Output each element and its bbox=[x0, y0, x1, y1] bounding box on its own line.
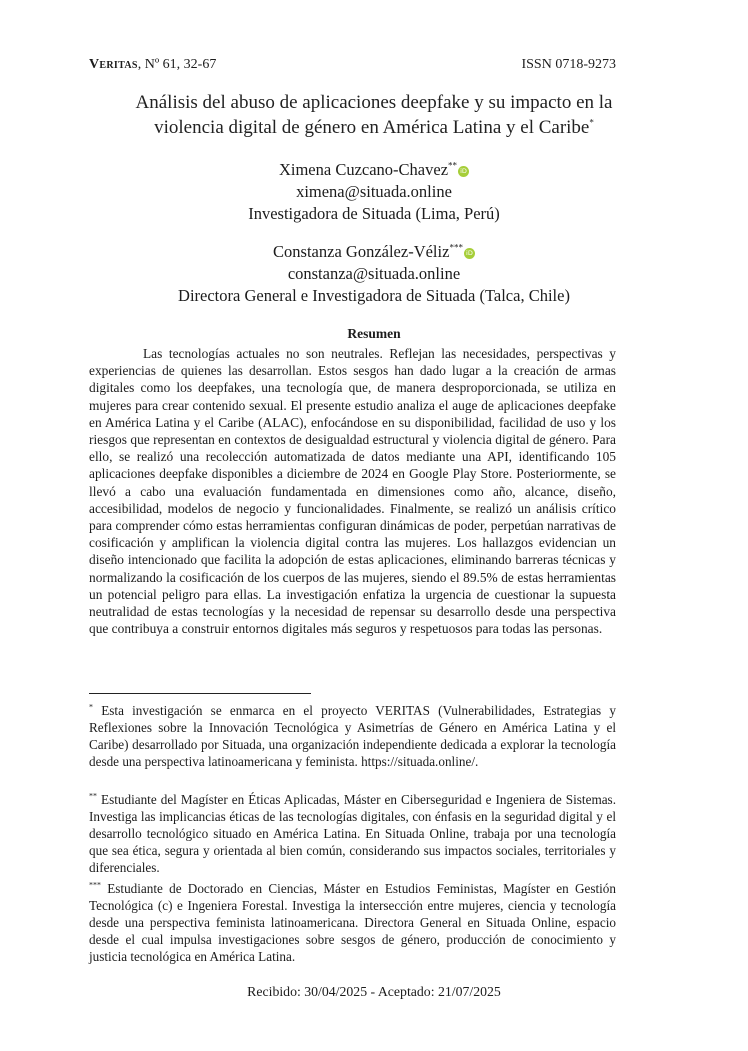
journal-name: Veritas bbox=[89, 57, 138, 72]
title-line-2-text: violencia digital de género en América Latina y el Caribe bbox=[154, 117, 590, 138]
running-header bbox=[89, 57, 616, 73]
article-title bbox=[60, 90, 688, 140]
journal-issue: , Nº 61, 32-67 bbox=[137, 57, 217, 72]
author-name: Ximena Cuzcano-Chavez bbox=[278, 160, 449, 179]
author-block-2 bbox=[0, 241, 748, 307]
footnote-text: Estudiante de Doctorado en Ciencias, Máster en Estudios Feministas, Magíster en Gestión Tecnológica (c) e Ingeniera Forestal. Investiga la intersección entre mujeres, ciencia y tecnología desde una perspectiva feminista latinoamericana. Directora General en Situada Online, espacio desde el cual impulsa investigaciones sobre sesgos de género, producción de conocimiento y justicia tecnológica en América Latina. bbox=[89, 881, 616, 965]
author-name-line bbox=[0, 241, 748, 263]
author-name: Constanza González-Véliz bbox=[273, 242, 450, 261]
footnote-1 bbox=[89, 702, 616, 770]
footnote-mark: * bbox=[89, 702, 93, 712]
author-email: constanza@situada.online bbox=[287, 264, 461, 283]
footnote-3 bbox=[89, 880, 616, 965]
author-affiliation: Directora General e Investigadora de Situada (Talca, Chile) bbox=[178, 286, 570, 305]
author-footnote-mark: *** bbox=[449, 242, 463, 253]
orcid-icon[interactable]: iD bbox=[458, 166, 469, 177]
title-line-1: Análisis del abuso de aplicaciones deepfake y su impacto en la bbox=[135, 92, 613, 113]
issn: ISSN 0718-9273 bbox=[521, 57, 616, 72]
footnote-text: Estudiante del Magíster en Éticas Aplicadas, Máster en Ciberseguridad e Ingeniera de Sistemas. Investiga las implicancias éticas de las tecnologías digitales, con énfasis en la seguridad digital y el desarrollo tecnológico situado en América Latina. En Situada Online, trabaja por una tecnología que sea ética, segura y orientada al bien común, considerando sus impactos sociales, territoriales y diferenciales. bbox=[89, 792, 616, 876]
footnote-divider bbox=[89, 693, 311, 694]
footnote-mark: ** bbox=[89, 791, 97, 801]
orcid-icon[interactable]: iD bbox=[464, 248, 475, 259]
footnote-mark: *** bbox=[89, 880, 101, 890]
title-line-2 bbox=[60, 115, 688, 140]
author-footnote-mark: ** bbox=[448, 160, 458, 171]
received-accepted-dates: Recibido: 30/04/2025 - Aceptado: 21/07/2025 bbox=[247, 984, 501, 999]
abstract-text: Las tecnologías actuales no son neutrales. Reflejan las necesidades, perspectivas y experiencias de quienes las desarrollan. Estos sesgos han dado lugar a la creación de armas digitales como los deepfakes, una tecnología que, de manera desproporcionada, se utiliza en mujeres para crear contenido sexual. El presente estudio analiza el auge de aplicaciones deepfake en América Latina y el Caribe (ALAC), enfocándose en su disponibilidad, facilidad de uso y los riesgos que representan en contextos de desigualdad estructural y violencia digital de género. Para ello, se realizó una recolección automatizada de datos mediante una API, identificando 105 aplicaciones deepfake disponibles a diciembre de 2024 en Google Play Store. Posteriormente, se llevó a cabo una evaluación fundamentada en dimensiones como año, alcance, diseño, accesibilidad, modelos de negocio y funcionalidades. Finalmente, se realizó un análisis crítico para comprender cómo estas herramientas configuran dinámicas de poder, perpetúan narrativas de cosificación y amplifican la violencia digital contra las mujeres. Los hallazgos evidencian un diseño intencionado que facilita la adopción de estas aplicaciones, eliminando barreras técnicas y normalizando la cosificación de los cuerpos de las mujeres, siendo el 89.5% de estas herramientas un potencial peligro para ellas. La investigación enfatiza la urgencia de cuestionar la supuesta neutralidad de estas tecnologías y la necesidad de repensar su desarrollo desde una perspectiva que contribuya a construir entornos digitales más seguros y respetuosos para todas las personas. bbox=[89, 346, 616, 637]
title-footnote-mark: * bbox=[589, 117, 594, 128]
footnote-text: Esta investigación se enmarca en el proyecto VERITAS (Vulnerabilidades, Estrategias y Reflexiones sobre la Innovación Tecnológica y Asimetrías de Género en América Latina y el Caribe) desarrollado por Situada, una organización independiente dedicada a explorar la tecnología desde una perspectiva latinoamericana y feminista. https://situada.online/. bbox=[89, 703, 616, 770]
author-name-line bbox=[0, 159, 748, 181]
author-email: ximena@situada.online bbox=[296, 182, 452, 201]
abstract-heading: Resumen bbox=[347, 326, 401, 341]
author-block-1 bbox=[0, 159, 748, 225]
author-affiliation: Investigadora de Situada (Lima, Perú) bbox=[248, 204, 500, 223]
journal-citation bbox=[89, 57, 216, 73]
footnote-2 bbox=[89, 791, 616, 876]
